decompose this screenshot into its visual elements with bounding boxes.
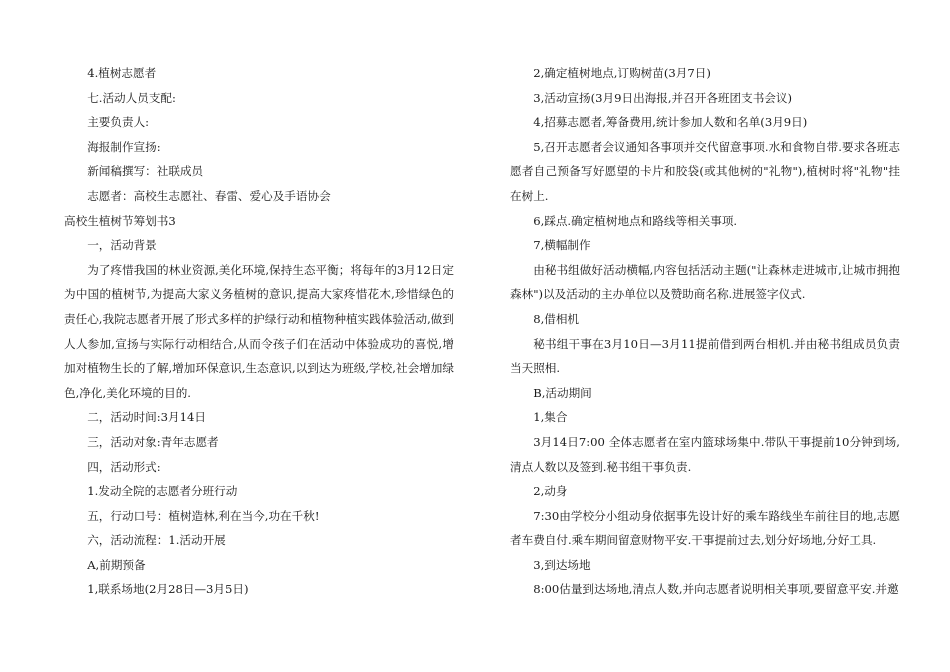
list-item: 海报制作宣扬:	[87, 139, 161, 154]
list-item: A,前期预备	[87, 557, 146, 572]
document-title: 高校生植树节筹划书3	[64, 213, 176, 228]
list-item: 6,踩点.确定植树地点和路线等相关事项.	[533, 213, 738, 228]
section-heading: 七.活动人员支配:	[87, 90, 176, 105]
section-heading: B,活动期间	[533, 385, 592, 400]
section-heading: 二，活动时间:3月14日	[87, 410, 206, 425]
list-item: 1,集合	[533, 410, 568, 425]
list-item: 新闻稿撰写：社联成员	[87, 164, 204, 179]
paragraph: 为了疼惜我国的林业资源,美化环境,保持生态平衡；将每年的3月12日定为中国的植树节,为提高大家义务植树的意识,提高大家疼惜花木,珍惜绿色的责任心,我院志愿者开展了形式多样的护绿行动和植物种植实践体验活动,做到人人参加,宣扬与实际行动相结合,从而令孩子们在活动中体验成功的喜悦,增加对植物生长的了解,增加环保意识,生态意识,以到达为班级,学校,社会增加绿色,净化,美化环境的目的.	[64, 262, 454, 400]
paragraph: 7:30由学校分小组动身依据事先设计好的乘车路线坐车前往目的地,志愿者车费自付.乘车期间留意财物平安.干事提前过去,划分好场地,分好工具.	[510, 508, 900, 548]
list-item: 1.发动全院的志愿者分班行动	[87, 484, 238, 499]
list-item: 主要负责人:	[87, 115, 150, 130]
list-item: 7,横幅制作	[533, 238, 591, 253]
list-item: 4,招募志愿者,筹备费用,统计参加人数和名单(3月9日)	[533, 115, 808, 130]
left-column	[64, 61, 454, 602]
section-heading: 三，活动对象:青年志愿者	[87, 434, 219, 449]
list-item: 4.植树志愿者	[87, 66, 157, 80]
paragraph: 3月14日7:00 全体志愿者在室内篮球场集中.带队干事提前10分钟到场,清点人数以及签到.秘书组干事负责.	[510, 434, 900, 474]
list-item: 3,活动宣扬(3月9日出海报,并召开各班团支书会议)	[533, 90, 793, 105]
list-item: 志愿者：高校生志愿社、春雷、爱心及手语协会	[87, 188, 331, 203]
paragraph: 由秘书组做好活动横幅,内容包括活动主题("让森林走进城市,让城市拥抱森林")以及活动的主办单位以及赞助商名称.进展签字仪式.	[510, 262, 900, 302]
list-item: 2,动身	[533, 484, 568, 499]
section-heading: 五，行动口号：植树造林,利在当今,功在千秋!	[87, 508, 320, 523]
list-item: 1,联系场地(2月28日—3月5日)	[87, 582, 249, 597]
section-heading: 六，活动流程：1.活动开展	[87, 533, 226, 548]
list-item: 3,到达场地	[533, 557, 591, 572]
section-heading: 四，活动形式:	[87, 459, 161, 474]
paragraph: 8:00估量到达场地,清点人数,并向志愿者说明相关事项,要留意平安.并邀	[533, 582, 899, 597]
list-item: 8,借相机	[533, 311, 580, 326]
right-column	[510, 61, 900, 602]
list-item: 2,确定植树地点,订购树苗(3月7日)	[533, 66, 711, 80]
paragraph: 秘书组干事在3月10日—3月11提前借到两台相机.并由秘书组成员负责当天照相.	[510, 336, 900, 376]
section-heading: 一，活动背景	[87, 238, 157, 253]
paragraph: 5,召开志愿者会议通知各事项并交代留意事项.水和食物自带.要求各班志愿者自己预备写好愿望的卡片和胶袋(或其他树的"礼物"),植树时将"礼物"挂在树上.	[510, 139, 900, 203]
